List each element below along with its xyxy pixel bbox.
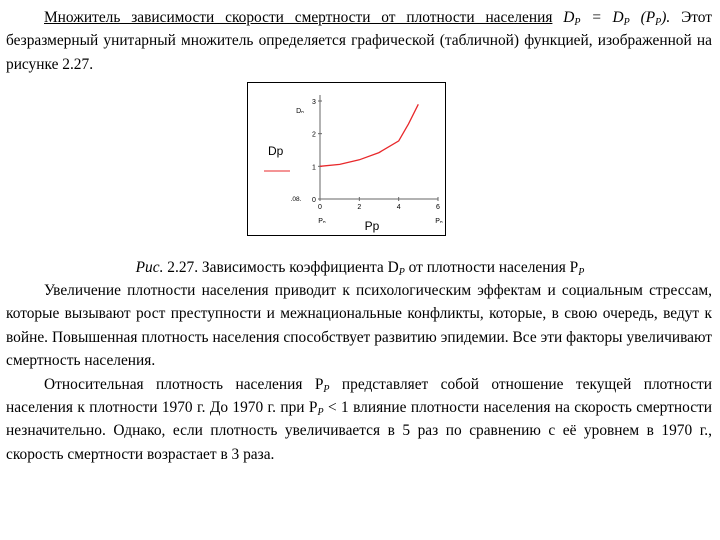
figure-frame <box>247 82 446 236</box>
y-tick-label: 3 <box>312 99 316 106</box>
y-tick-label: 0 <box>312 197 316 204</box>
series-line <box>320 104 418 166</box>
x-right-label: Pₙ <box>435 218 443 225</box>
y-bottom-label: .08. <box>290 196 302 203</box>
intro-paragraph <box>6 6 712 76</box>
intro-lead: Множитель зависимости скорости смертности от плотности населения <box>44 9 553 26</box>
caption-sub2: P <box>578 267 585 278</box>
x-tick-label: 2 <box>357 204 362 211</box>
y-top-label: Dₙ <box>296 108 304 115</box>
caption-mid: от плотности населения P <box>404 259 579 276</box>
intro-rest: Этот безразмерный унитарный множитель определяется графической (табличной) функцией, изображенной на рисунке 2.27. <box>6 9 712 73</box>
figure-caption <box>0 256 720 279</box>
caption-text: 2.27. Зависимость коэффициента D <box>167 259 399 276</box>
intro-text <box>6 6 712 76</box>
paragraph-1: Увеличение плотности населения приводит к психологическим эффектам и социальным стрессам, которые вызывают рост преступности и межнациональные конфликты, которые, в свою очередь, ведут к войне. Повышенная плотность населения способствует развитию эпидемии. Все эти факторы увеличивают смертность населения. <box>6 282 712 370</box>
body-text <box>6 279 712 466</box>
y-axis-label: Dp <box>268 144 284 158</box>
intro-formula: $D_P = D_P$ $(P_P)$. <box>563 9 671 28</box>
x-tick-label: 0 <box>318 204 322 211</box>
paragraph-2: Относительная плотность населения $P_P$ представляет собой отношение текущей плотности населения к плотности 1970 г. До 1970 г. при $P_P < 1$ влияние плотности населения на скорость смертности незначительно. Однако, если плотность увеличивается в 5 раз по сравнению с её уровнем в 1970 г., скорость смертности возрастает в 3 раза. <box>6 375 712 463</box>
caption-sub: P <box>398 267 405 278</box>
y-tick-label: 1 <box>312 164 316 172</box>
x-tick-label: 6 <box>436 204 440 211</box>
dp-chart <box>248 83 445 235</box>
y-tick-label: 2 <box>312 131 316 139</box>
x-axis-label: Pp <box>364 219 380 233</box>
x-tick-label: 4 <box>396 204 401 211</box>
caption-label: Рис. <box>135 259 164 276</box>
x-left-label: Pₙ <box>318 218 326 225</box>
